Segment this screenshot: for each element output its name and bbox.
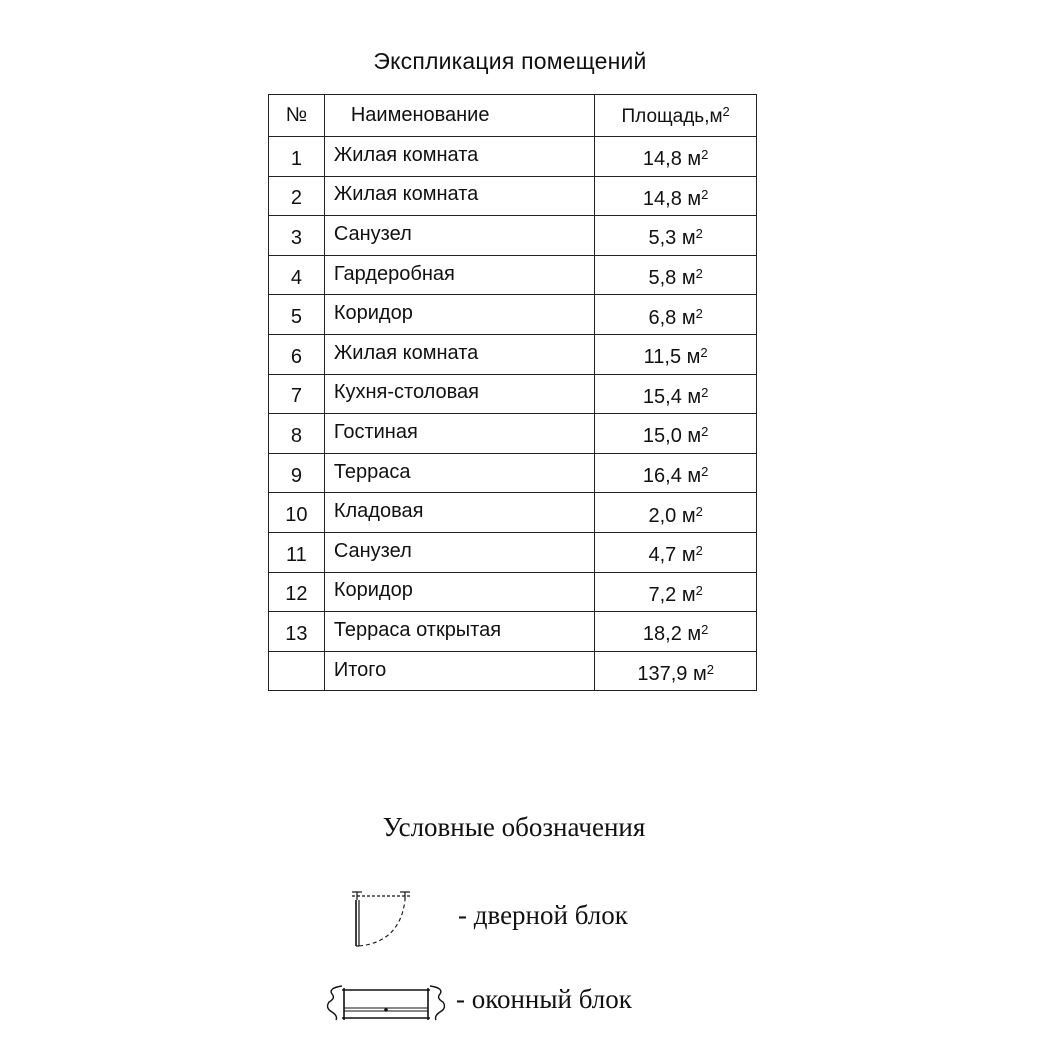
row-name-cell: Терраса открытая <box>324 612 594 652</box>
legend-title: Условные обозначения <box>382 812 646 842</box>
table-body <box>269 137 757 652</box>
table-row <box>269 216 757 256</box>
table-row <box>269 414 757 454</box>
table-row <box>269 572 757 612</box>
row-num-cell: 12 <box>269 572 325 612</box>
legend-label-door: - дверной блок <box>458 900 628 930</box>
legend-label-window: - оконный блок <box>456 984 632 1014</box>
row-area-cell: 5,8 $м^2$ <box>595 255 757 295</box>
table-row <box>269 532 757 572</box>
row-area-cell: 14,8 $м^2$ <box>595 137 757 177</box>
table-row <box>269 493 757 533</box>
row-area-cell: 7,2 $м^2$ <box>595 572 757 612</box>
table-header-row <box>269 95 757 137</box>
row-area-cell: 5,3 $м^2$ <box>595 216 757 256</box>
row-area-cell: 2,0 $м^2$ <box>595 493 757 533</box>
row-num-cell: 6 <box>269 334 325 374</box>
row-num-cell: 13 <box>269 612 325 652</box>
row-name-cell: Кладовая <box>324 493 594 533</box>
row-name-cell: Жилая комната <box>324 137 594 177</box>
table-row <box>269 453 757 493</box>
row-num-cell: 5 <box>269 295 325 335</box>
total-label-cell: Итого <box>324 651 594 691</box>
row-area-cell: 18,2 $м^2$ <box>595 612 757 652</box>
row-num-cell: 9 <box>269 453 325 493</box>
row-name-cell: Гостиная <box>324 414 594 454</box>
table-row <box>269 374 757 414</box>
row-name-cell: Санузел <box>324 216 594 256</box>
row-num-cell: 2 <box>269 176 325 216</box>
row-num-cell: 8 <box>269 414 325 454</box>
row-num-cell: 1 <box>269 137 325 177</box>
row-area-cell: 11,5 $м^2$ <box>595 334 757 374</box>
row-area-cell: 4,7 $м^2$ <box>595 532 757 572</box>
row-name-cell: Коридор <box>324 295 594 335</box>
row-name-cell: Терраса <box>324 453 594 493</box>
table-row <box>269 295 757 335</box>
row-num-cell: 3 <box>269 216 325 256</box>
row-name-cell: Жилая комната <box>324 176 594 216</box>
table-title: Экспликация помещений <box>373 48 647 74</box>
table-row <box>269 612 757 652</box>
row-area-cell: 15,0 $м^2$ <box>595 414 757 454</box>
header-area: $Площадь,м^2$ <box>595 95 757 137</box>
header-num: № <box>269 95 325 137</box>
row-num-cell: 7 <box>269 374 325 414</box>
window-block-icon <box>324 982 448 1026</box>
table-row <box>269 137 757 177</box>
door-block-icon <box>348 890 418 952</box>
row-name-cell: Санузел <box>324 532 594 572</box>
row-area-cell: 6,8 $м^2$ <box>595 295 757 335</box>
row-num-cell: 4 <box>269 255 325 295</box>
total-num-cell <box>269 651 325 691</box>
room-schedule-table <box>268 94 757 691</box>
header-name: Наименование <box>324 95 594 137</box>
table-row <box>269 334 757 374</box>
row-num-cell: 10 <box>269 493 325 533</box>
row-name-cell: Жилая комната <box>324 334 594 374</box>
row-name-cell: Кухня-столовая <box>324 374 594 414</box>
table-row <box>269 176 757 216</box>
total-area-cell: 137,9 $м^2$ <box>595 651 757 691</box>
row-num-cell: 11 <box>269 532 325 572</box>
row-name-cell: Гардеробная <box>324 255 594 295</box>
row-area-cell: 15,4 $м^2$ <box>595 374 757 414</box>
table-row <box>269 255 757 295</box>
row-area-cell: 14,8 $м^2$ <box>595 176 757 216</box>
row-area-cell: 16,4 $м^2$ <box>595 453 757 493</box>
row-name-cell: Коридор <box>324 572 594 612</box>
total-row <box>269 651 757 691</box>
